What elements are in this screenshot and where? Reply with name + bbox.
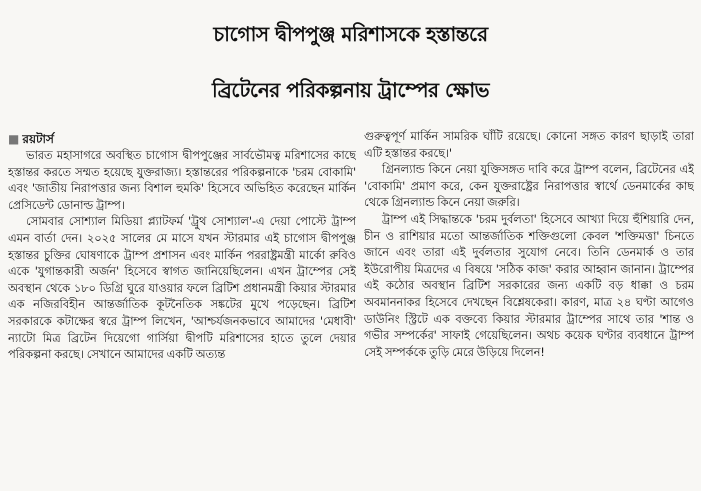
article-column-left [8, 132, 356, 487]
headline-line-1: চাগোস দ্বীপপুঞ্জ মরিশাসকে হস্তান্তরে [213, 22, 488, 46]
headline-line-2: ব্রিটেনের পরিকল্পনায় ট্রাম্পের ক্ষোভ [211, 78, 490, 102]
bullet-icon: ■ [8, 132, 20, 146]
byline [8, 132, 356, 146]
byline-text: রয়টার্স [22, 132, 54, 146]
paragraph: ট্রাম্প এই সিদ্ধান্তকে 'চরম দুর্বলতা' হিসেবে আখ্যা দিয়ে হুঁশিয়ারি দেন, চীন ও রাশিয়ার মতো আন্তর্জাতিক শক্তিগুলো কেবল 'শক্তিমত্তা' চিনতে জানে এবং তারা এই দুর্বলতার সুযোগ নেবে। তিনি ডেনমার্ক ও তার ইউরোপীয় মিত্রদের এ বিষয়ে 'সঠিক কাজ' করার আহ্বান জানান। ট্রাম্পের এই কঠোর অবস্থান ব্রিটিশ সরকারের জন্য একটি বড় ধাক্কা ও চরম অবমাননাকর হিসেবে দেখছেন বিশ্লেষকেরা। কারণ, মাত্র ২৪ ঘণ্টা আগেও ডাউনিং স্ট্রিটে এক বক্তব্যে কিয়ার স্টারমার ট্রাম্পের সাথে তার 'শান্ত ও গভীর সম্পর্কের' সাফাই গেয়েছিলেন। অথচ কয়েক ঘণ্টার ব্যবধানে ট্রাম্প সেই সম্পর্ককে তুড়ি মেরে উড়িয়ে দিলেন! [364, 211, 694, 359]
paragraph: গুরুত্বপূর্ণ মার্কিন সামরিক ঘাঁটি রয়েছে। কোনো সঙ্গত কারণ ছাড়াই তারা এটি হস্তান্তর করছে।' [364, 129, 694, 160]
paragraph: ভারত মহাসাগরে অবস্থিত চাগোস দ্বীপপুঞ্জের সার্বভৌমত্ব মরিশাসের কাছে হস্তান্তর করতে সম্মত হয়েছে যুক্তরাজ্য। হস্তান্তরের পরিকল্পনাকে 'চরম বোকামি' এবং 'জাতীয় নিরাপত্তার জন্য বিশাল হুমকি' হিসেবে অভিহিত করেছেন মার্কিন প্রেসিডেন্ট ডোনাল্ড ট্রাম্প। [8, 148, 356, 212]
paragraph: সোমবার সোশ্যাল মিডিয়া প্ল্যাটফর্ম 'ট্রুথ সোশ্যাল'-এ দেয়া পোস্টে ট্রাম্প এমন বার্তা দেন। ২০২৫ সালের মে মাসে যখন স্টারমার এই চাগোস দ্বীপপুঞ্জ হস্তান্তর চুক্তির ঘোষণাকে ট্রাম্প প্রশাসন এবং মার্কিন পররাষ্ট্রমন্ত্রী মার্কো রুবিও একে 'যুগান্তকারী অর্জন' হিসেবে স্বাগত জানিয়েছিলেন। এখন ট্রাম্পের সেই অবস্থান থেকে ১৮০ ডিগ্রি ঘুরে যাওয়ার ফলে ব্রিটিশ প্রধানমন্ত্রী কিয়ার স্টারমার এক নজিরবিহীন আন্তর্জাতিক কূটনৈতিক সঙ্কটের মুখে পড়েছেন। ব্রিটিশ সরকারকে কটাক্ষের স্বরে ট্রাম্প লিখেন, 'আশ্চর্যজনকভাবে আমাদের 'মেধাবী' ন্যাটো মিত্র ব্রিটেন দিয়েগো গার্সিয়া দ্বীপটি মরিশাসের হাতে তুলে দেয়ার পরিকল্পনা করছে। সেখানে আমাদের একটি অত্যন্ত [8, 214, 356, 362]
article-column-right [364, 128, 694, 487]
paragraph: গ্রিনল্যান্ড কিনে নেয়া যুক্তিসঙ্গত দাবি করে ট্রাম্প বলেন, ব্রিটেনের এই 'বোকামি' প্রমাণ করে, কেন যুক্তরাষ্ট্রের নিরাপত্তার স্বার্থে ডেনমার্কের কাছ থেকে গ্রিনল্যান্ড কিনে নেয়া জরুরি। [364, 162, 694, 210]
